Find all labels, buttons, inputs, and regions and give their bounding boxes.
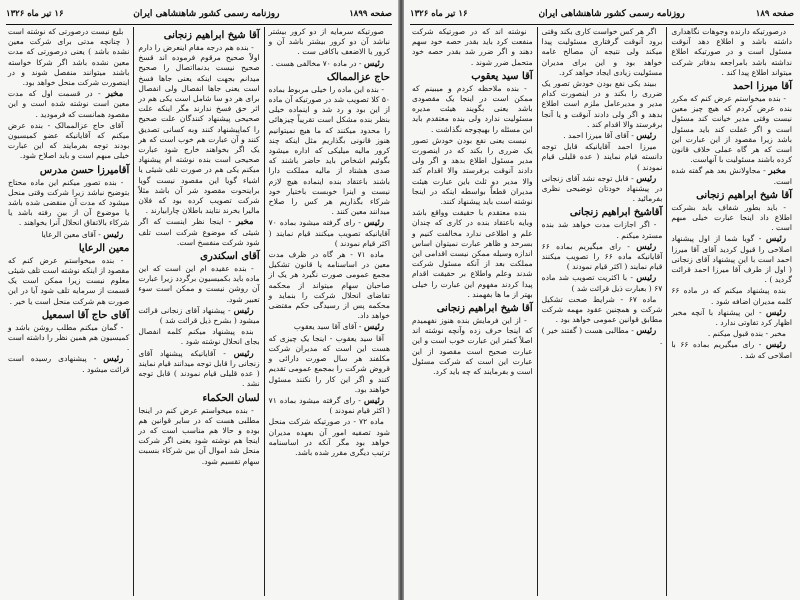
speech-text: - آقای آقا میرزا احمد . bbox=[563, 131, 637, 141]
speaker-name: رئیس bbox=[636, 241, 657, 252]
speech-text: - رای گرفته میشود بماده ۷۰ آقایانیکه تصویب میکنند قیام نمایند ( اکثر قیام نمودند ) bbox=[268, 218, 390, 248]
paragraph: - بنده میخواستم عرض کنم که مقصود از اینکه نوشته است تلف شیئی معلوم نیست زیرا ممکن است یک قسمت از سرمایه تلف شود آیا در این صورت هم شرکت منحل است یا خیر . bbox=[8, 255, 130, 306]
issue-date: ۱۶ تیر ماه ۱۳۲۶ bbox=[410, 9, 468, 19]
speaker-name: رئیس bbox=[233, 348, 254, 359]
speaker-heading: آقا میرزا احمد bbox=[732, 81, 792, 93]
speaker-name: رئیس bbox=[363, 322, 384, 333]
text-columns bbox=[408, 27, 796, 596]
paragraph: آقای حاج عزالممالک - بنده عرض میکنم که آقایانیکه عضو کمیسیون بودند توجه بفرمایند که این عبارت خیلی مبهم است و باید اصلاح شود. bbox=[8, 120, 130, 161]
paragraph: بنده معتقدم با حقیقت وواقع باشد وبایه باعتقاد بنده در کاری که چندان علم و اطلاعی ندارد مخالفت کنیم و بسرحد و ظاهر عبارت نمیتوان اساس اندازه وسیله ممکن نیست اقدامی این مملکت بعد از آنکه مسئول شرکت شدند وعلم واطلاع بر حقیقت اقدام پیدا کردند مفهوم این عبارت را خیلی بهتر از ما ها بفهمند . bbox=[411, 208, 533, 299]
paragraph: ماده ۷۲ - در صورتیکه شرکت منحل شود تصفیه امور آن بعهده مدیران خواهد بود مگر آنکه در اساسنامه ترتیب دیگری مقرر شده باشد. bbox=[268, 417, 390, 457]
paragraph: نیست یعنی نفع بودن خودش تصور یک ضرری را بکند که در اینصورت مدیر مسئول اطلاع بدهد و اگر ولی دادند آنوقت برفرستد والا اقدام کند والا مدیر دو ثلث باین عبارت هیئت مدیران قطعاً بواسطه اینکه در اینجا نوشته است باید پیشنهاد کنند. bbox=[411, 135, 533, 207]
speaker-heading: آقامیرزا حسن مدرس bbox=[39, 164, 130, 176]
speaker-name: رئیس bbox=[363, 218, 384, 229]
speaker-paragraph bbox=[542, 273, 663, 293]
speech-text: - گویا شما از اول پیشنهاد اصلاحی را قبول کردید آقای آقا میرزا احمد است با این پیشنهاد آقای زنجانی ( اول از طرف آقا میرزا احمد قرائت گردید ) . bbox=[671, 234, 792, 285]
speech-text: - قابل توجه نشد آقای زنجانی در پیشنهاد خودتان توضیحی نظری بفرمائید . bbox=[541, 173, 663, 204]
column bbox=[265, 27, 394, 596]
speaker-name: مخبر bbox=[236, 217, 254, 228]
speaker-name: رئیس bbox=[103, 354, 124, 365]
speaker-name: رئیس bbox=[103, 229, 124, 240]
speech-text: - پیشنهادی رسیده است قرائت میشود . bbox=[8, 354, 130, 374]
speaker-paragraph bbox=[269, 59, 390, 69]
speaker-paragraph bbox=[671, 234, 792, 285]
paragraph: - بنده هم درجه مقام اینعرض را دارم اولاً صحیح مرقوم فرموده اند قسخ صحیح نیست بدنمااتصال را صحیح میدانم بجهت اینکه یعنی جاها فسخ است یعنی جاها انفصال ولی انفصال برای هر دو سا شامل است یکی هم در اثر حق فسخ ندارند مگر اینکه علت صحیحی پیشنهاد کنندگان علت صحیح را کماپیشنهاد کنند وبه کسانی تصدیق کنند و آن عبارت هم خوب است که هر یک اگر بخواهند خارج شود عبارت صحیحی است بنده نوشته ام پیشنهاد میکنم یکی هم در صورت تلف شیئی یا اشیاء گویا این مقصود نیست گویا براینحوت مقصود شر آن باشد مثلاً شرکت تصویب کرده بود که فلان مالیرا بخرند نتایند باطلان چارابیارند . bbox=[138, 43, 260, 216]
speaker-paragraph bbox=[138, 217, 259, 248]
speaker-name: رئیس bbox=[636, 173, 657, 184]
speech-text: - مطالبی هست ( گفتند خیر ) . bbox=[541, 326, 663, 346]
speaker-heading: حاج عزالممالک bbox=[326, 71, 390, 83]
paragraph: ماده ۷۱ - هر گاه در ظرف مدت معین در اساسنامه یا قانون تشکیل مجمع عمومی صورت نگیرد هر یک از صاحبان سهام میتواند از محکمه تقاضای انحلال شرکت را بنماید و محکمه پس از رسیدگی حکم مقتضی خواهد داد. bbox=[268, 250, 390, 321]
speaker-paragraph bbox=[138, 349, 259, 390]
speaker-heading: آقا شیخ ابراهیم زنجانی bbox=[436, 303, 533, 315]
page-number: صفحه ۱۸۹ bbox=[755, 9, 794, 19]
column bbox=[408, 27, 538, 596]
newspaper-title: روزنامه رسمی کشور شاهنشاهی ایران bbox=[133, 9, 280, 19]
paragraph: صورتیکه سرمایه از دو کرور بیشتر نباشد آن دو کرور بیشتر باشد آن و کرور یا الاضعف باکافی ست . bbox=[268, 27, 390, 57]
speech-text: - با اکثریت تصویب شد ماده ۶۷ ( بعبارت ذیل قرائت شد ) bbox=[541, 273, 663, 293]
speaker-paragraph bbox=[138, 306, 259, 326]
speech-text: - رای گرفته میشود بماده ۷۱ ( اکثر قیام نمودند ) bbox=[268, 395, 390, 416]
left-page bbox=[0, 0, 398, 600]
paragraph: - اگر اجازات مدت خواهد شد بنده مسترد میکنم . bbox=[541, 220, 663, 240]
speech-text: - مجاولانش بعد هم گفته شده است. bbox=[671, 166, 792, 186]
speaker-name: رئیس bbox=[233, 305, 254, 316]
page-header bbox=[6, 6, 392, 25]
right-page bbox=[404, 0, 800, 600]
speech-text: - آقای معین الرعایا bbox=[41, 229, 104, 239]
page-number: صفحه ۱۸۹۹ bbox=[349, 9, 392, 19]
speaker-name: رئیس bbox=[765, 234, 786, 245]
paragraph: بنده پیشنهاد میکنم که در ماده ۶۶ کلمه مدیران اضافه شود . bbox=[671, 286, 792, 306]
speaker-name: رئیس bbox=[636, 326, 657, 337]
column bbox=[538, 27, 668, 596]
speaker-paragraph bbox=[269, 322, 390, 332]
text-columns bbox=[4, 27, 394, 596]
page-header bbox=[410, 6, 794, 25]
speaker-paragraph bbox=[671, 308, 792, 328]
issue-date: ۱۶ تیر ماه ۱۳۲۶ bbox=[6, 9, 64, 19]
speaker-name: رئیس bbox=[636, 273, 657, 284]
newspaper-title: روزنامه رسمی کشور شاهنشاهی ایران bbox=[538, 9, 685, 19]
speaker-paragraph bbox=[8, 230, 129, 240]
speech-text: - این پیشنهاد با آنچه مخبر اظهار کرد تفاوتی ندارد . bbox=[671, 307, 792, 328]
paragraph: - گمان میکنم مطلب روشن باشد و کمیسیون هم همین نظر را داشته است . bbox=[8, 322, 130, 353]
paragraph: - باید بطور شفاف باید بشرکت اطلاع داد اینجا عبارت خیلی مبهم است . bbox=[671, 202, 792, 233]
speaker-heading: معین الرعایا bbox=[78, 242, 130, 254]
paragraph: نوشته اند که در صورتیکه شرکت منفعت کرد باید بقدر حصه خود سهم دهند و اگر ضرر شد بقدر حصه خود متحمل ضرر شوند . bbox=[411, 27, 533, 67]
speaker-heading: آقا شیخ ابراهیم زنجانی bbox=[696, 189, 792, 201]
speech-text: - آقایانیکه پیشنهاد آقای زنجانی را قابل توجه میدانند قیام نمایند ( عده قلیلی قیام نمودند ) قابل توجه نشد . bbox=[138, 348, 260, 389]
speaker-paragraph bbox=[542, 174, 663, 205]
paragraph: ببیند یکی نفع بودن خودش تصور یک ضرری را بکند و در اینصورت کدام مدیر و مدیرعامل ملزم است اطلاع بدهد و اگر ولی دادند آنوقت و یا آنجا برفرستد والا اقدام کند . bbox=[541, 79, 663, 129]
speaker-name: رئیس bbox=[363, 58, 384, 69]
speaker-name: رئیس bbox=[765, 307, 786, 318]
paragraph: - بنده عقیده ام این است که این ماده باید بکمیسیون برگردد زیرا عبارت آن روشن نیست و ممکن است سوء تعبیر شود. bbox=[138, 264, 260, 304]
speaker-paragraph bbox=[269, 218, 390, 249]
speaker-paragraph bbox=[8, 89, 129, 120]
paragraph: - بنده تصور میکنم این ماده محتاج بتوضیح نباشد زیرا شرکت وقتی منحل میشود که مدت آن منقضی شده باشد یا موضوع آن از بین رفته باشد یا شرکاء بالاتفاق انحلال آنرا بخواهند . bbox=[8, 177, 130, 228]
speaker-name: رئیس bbox=[636, 131, 657, 142]
speaker-paragraph bbox=[8, 354, 129, 374]
speech-text: - در قسمت اول که مدت معین است نوشته شده است و این مقصود همانست که فرمودید . bbox=[8, 89, 130, 119]
paragraph: بنده پیشنهاد میکنم کلمه انفصال بجای انحلال نوشته شود . bbox=[138, 327, 260, 347]
speaker-name: مخبر bbox=[768, 166, 786, 177]
paragraph: - بنده میخواستم عرض کنم که مکرر بنده عرض کردم که هیچ چیز معین نیست وقتی مدیر خیانت کند مسئول است و اگر غفلت کند باید مسئول باشد زیرا مقصود از این عبارت این است که هر گاه عملی خلاف قانون کرده باشند مسئولیت با آنهاست. bbox=[671, 94, 792, 165]
speaker-name: رئیس bbox=[363, 395, 384, 406]
speaker-paragraph bbox=[671, 340, 792, 360]
speaker-heading: آقا سید یعقوب bbox=[471, 70, 533, 82]
speaker-name: مخبر bbox=[105, 89, 124, 100]
paragraph: ماده ۶۷ - شرایط صحت تشکیل شرکت و همچنین عقود مهمه شرکت مطابق قوانین عمومی خواهد بود . bbox=[541, 294, 663, 325]
speaker-heading: لسان الحکماء bbox=[202, 392, 260, 404]
speaker-paragraph bbox=[542, 131, 663, 141]
speech-text: - آقای آقا سید یعقوب bbox=[293, 322, 364, 332]
speech-text: - رای میگیریم بماده ۶۶ با اصلاحی که شد . bbox=[671, 340, 792, 360]
speaker-heading: آقا شیخ ابراهیم زنجانی bbox=[163, 30, 260, 41]
speaker-heading: آقای حاج آقا اسمعیل bbox=[41, 309, 130, 321]
paragraph: درصورتیکه دارنده وجوهات نگاهداری داشته باشد و اطلاع دهد آنوقت مسئول است و در صورتیکه اطلاع نداشته باشد بامراجعه بدفاتر شرکت میتواند اطلاع پیدا کند . bbox=[671, 27, 792, 77]
speaker-paragraph bbox=[671, 166, 792, 186]
column bbox=[4, 27, 134, 596]
paragraph: بلیغ نیست درصورتی که نوشته است ( چنانچه مدتی برای شرکت معین نشده باشد ) یعنی درصورتی که مدت معین نشده باشد اگر شرکا خواسته باشند میتوانند منفصل شوند و در اینصورت شرکت منحل خواهد بود. bbox=[8, 27, 130, 88]
speech-text: - در ماده ۷۰ مخالفی هست . bbox=[271, 58, 364, 68]
speaker-heading: آقای اسکندری bbox=[200, 251, 260, 263]
speaker-heading: آقاشیخ ابراهیم زنجانی bbox=[569, 207, 663, 219]
column bbox=[134, 27, 264, 596]
speech-text: - رای میگیریم بماده ۶۶ آقایانیکه ماده ۶۶ را تصویب میکنند قیام نمایند ( اکثر قیام نمودند ) bbox=[541, 241, 663, 272]
speaker-name: رئیس bbox=[765, 340, 786, 351]
column bbox=[667, 27, 796, 596]
speaker-paragraph bbox=[542, 242, 663, 273]
paragraph: - بنده میخواستم عرض کنم در اینجا مطلبی هست که در سایر قوانین هم بوده و حالا هم مناسب است که در اینجا هم نوشته شود یعنی اگر شرکت منحل شد اموال آن بین شرکاء بنسبت سهام تقسیم شود. bbox=[138, 405, 260, 466]
paragraph: - بنده ملاحظه کردم و میبینم که ممکن است در اینجا یک مقصودی باشد یعنی بگویند هیئت مدیره مسئولیت ندارد ولی بنده معتقدم باید این مسئله را بهیچوجه نگذاشت . bbox=[411, 83, 533, 134]
paragraph: - از این فرمایش بنده هنوز نفهمیدم که اینجا حرف زده وآنچه نوشته اند اصلاً کمتر این عبارت خوب است و این عبارت صحیح است مقصود از این عبارت این است که شرکت مسئول است و بفرمایند که چه باید کرد. bbox=[411, 316, 533, 377]
paragraph: - بنده این ماده را خیلی مربوط بماده ۵۰ کلا تصویب شد در صورتیکه آن ماده از این بود و رد شد و اینماده خیلی بنظر بنده مشکل است تقریباً چیزهائی را محدود میکنند که ما هیچ نمیتوانیم هنوز قانونی بگذاریم مثل اینکه چند کرور مالیه میلیکی که اداره میشود بگوئیم اشخاص باید حاضر باشند که صدی هشتاد از مالیه مملکت دارا باشند باعتقاد بنده اینماده هیچ لازم نیست و اینرا خوبست باختیار خود شرکاء بگذاریم هر کس را صلاح میدانند معین کنند . bbox=[268, 84, 390, 217]
speaker-paragraph bbox=[542, 326, 663, 346]
paragraph: اگر هر کس خواست کاری بکند وقتی برود آنوقت گرفتاری مسئولیت پیدا میکند ولی نتیجه آن مصالح عامه خواهد بود و این برای مدیران مسئولیت زیادی ایجاد خواهد کرد. bbox=[541, 27, 663, 77]
paragraph: آقا سید یعقوب - اینجا یک چیزی که هست این است که مدیران شرکت مکلفند هر سال صورت دارائی و قروض شرکت را بمجمع عمومی تقدیم کنند و اگر این کار را نکنند مسئول خواهند بود. bbox=[268, 333, 390, 394]
speaker-paragraph bbox=[269, 396, 390, 416]
speech-text: - پیشنهاد آقای زنجانی قرائت میشود ( بشرح ذیل قرائت شد ) bbox=[138, 305, 260, 326]
speech-text: - اینجا نظر اینست که اگر شیئی که موضوع شرکت است تلف شود شرکت منفسخ است. bbox=[138, 217, 260, 247]
paragraph: میرزا احمد آقایانیکه قابل توجه دانسته قیام نمایند ( عده قلیلی قیام نمودند ) bbox=[541, 142, 663, 172]
paragraph: مخبر - بنده قبول میکنم . bbox=[707, 329, 786, 339]
